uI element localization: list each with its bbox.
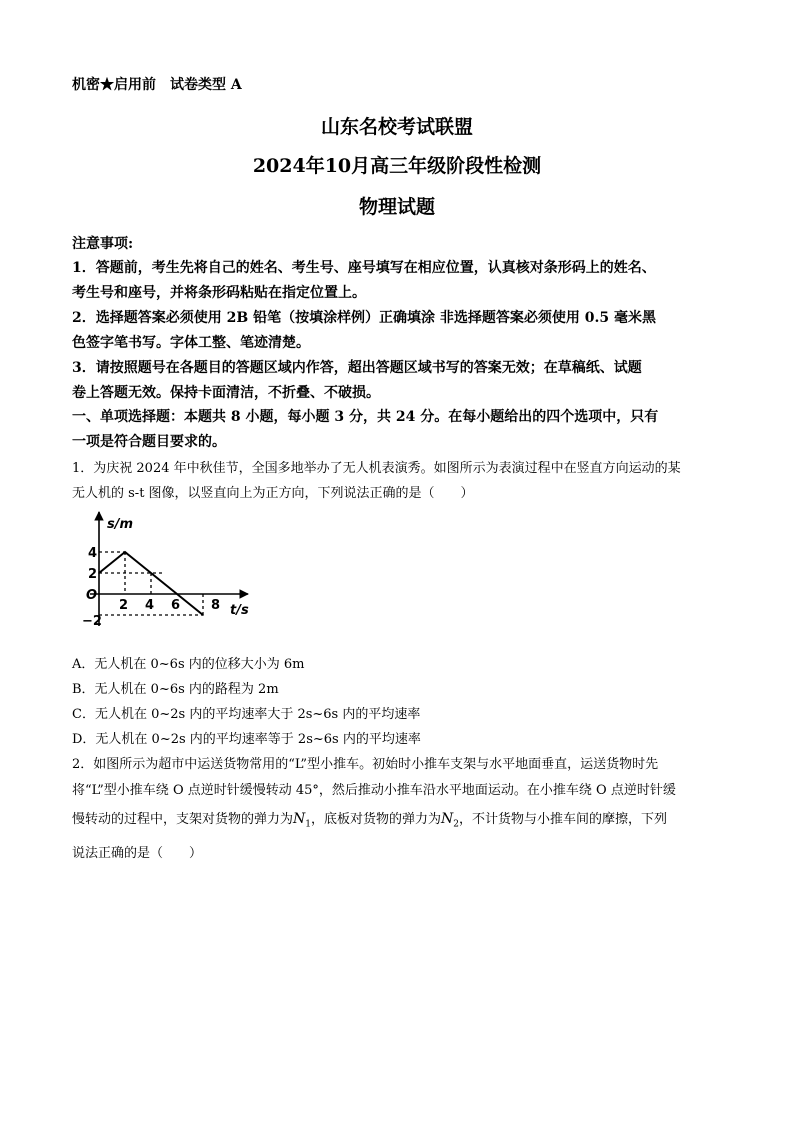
alliance-title: 山东名校考试联盟 <box>320 116 473 138</box>
note-2-line-1: 2．选择题答案必须使用 2B 铅笔（按填涂样例）正确填涂 非选择题答案必须使用 0.5 毫米黑 <box>72 310 657 326</box>
y-tick-2: 2 <box>88 567 98 582</box>
note-2-line-2: 色签字笔书写。字体工整、笔迹清楚。 <box>72 335 310 351</box>
x-axis-label: t/s <box>230 603 249 618</box>
note-1-line-2: 考生号和座号，并将条形码粘贴在指定位置上。 <box>72 285 366 301</box>
confidential-header: 机密★启用前 试卷类型 A <box>72 77 242 93</box>
x-tick-8: 8 <box>211 598 221 613</box>
note-1-line-1: 1．答题前，考生先将自己的姓名、考生号、座号填写在相应位置，认真核对条形码上的姓名、 <box>72 260 656 276</box>
x-tick-2: 2 <box>119 598 129 613</box>
section-1-line-2: 一项是符合题目要求的。 <box>72 434 226 450</box>
q1-option-c: C．无人机在 0~2s 内的平均速率大于 2s~6s 内的平均速率 <box>72 707 421 722</box>
y-tick-4: 4 <box>88 546 98 561</box>
q2-line-3-b: ，底板对货物的弹力为 <box>311 812 442 827</box>
n1-subscript: 1 <box>305 819 311 830</box>
section-1-line-1: 一、单项选择题：本题共 8 小题，每小题 3 分，共 24 分。在每小题给出的四个选项中，只有 <box>72 409 659 425</box>
exam-title: 2024年10月高三年级阶段性检测 <box>252 155 542 177</box>
q2-line-1: 2．如图所示为超市中运送货物常用的“L”型小推车。初始时小推车支架与水平地面垂直，运送货物时先 <box>72 757 659 772</box>
q1-stem-line-1: 1．为庆祝 2024 年中秋佳节，全国多地举办了无人机表演秀。如图所示为表演过程中在竖直方向运动的某 <box>72 461 681 476</box>
origin-label: O <box>86 588 98 603</box>
q2-line-2: 将“L”型小推车绕 O 点逆时针缓慢转动 45°，然后推动小推车沿水平地面运动。在小推车绕 O 点逆时针缓 <box>72 783 676 798</box>
n2-subscript: 2 <box>453 819 459 830</box>
q1-stem-line-2: 无人机的 s-t 图像，以竖直向上为正方向，下列说法正确的是（ ） <box>72 486 474 501</box>
q1-option-d: D．无人机在 0~2s 内的平均速率等于 2s~6s 内的平均速率 <box>72 732 421 747</box>
x-tick-6: 6 <box>171 598 181 613</box>
notes-heading: 注意事项: <box>72 236 134 252</box>
subject-title: 物理试题 <box>358 196 435 218</box>
q2-line-3 <box>72 808 667 830</box>
note-3-line-1: 3．请按照题号在各题目的答题区域内作答，超出答题区域书写的答案无效；在草稿纸、试题 <box>72 360 642 376</box>
note-3-line-2: 卷上答题无效。保持卡面清洁，不折叠、不破损。 <box>72 385 380 401</box>
y-tick-neg2: −2 <box>82 614 102 629</box>
q1-option-a: A．无人机在 0~6s 内的位移大小为 6m <box>72 657 305 672</box>
q2-line-3-c: ，不计货物与小推车间的摩擦，下列 <box>459 812 668 827</box>
x-tick-4: 4 <box>145 598 155 613</box>
y-axis-label: s/m <box>107 517 134 532</box>
q1-option-b: B．无人机在 0~6s 内的路程为 2m <box>72 682 279 697</box>
n2-symbol: N <box>441 811 454 827</box>
s-t-graph <box>80 506 250 631</box>
n1-symbol: N <box>293 811 306 827</box>
q2-line-4: 说法正确的是（ ） <box>72 846 203 861</box>
q2-line-3-a: 慢转动的过程中，支架对货物的弹力为 <box>72 812 294 827</box>
